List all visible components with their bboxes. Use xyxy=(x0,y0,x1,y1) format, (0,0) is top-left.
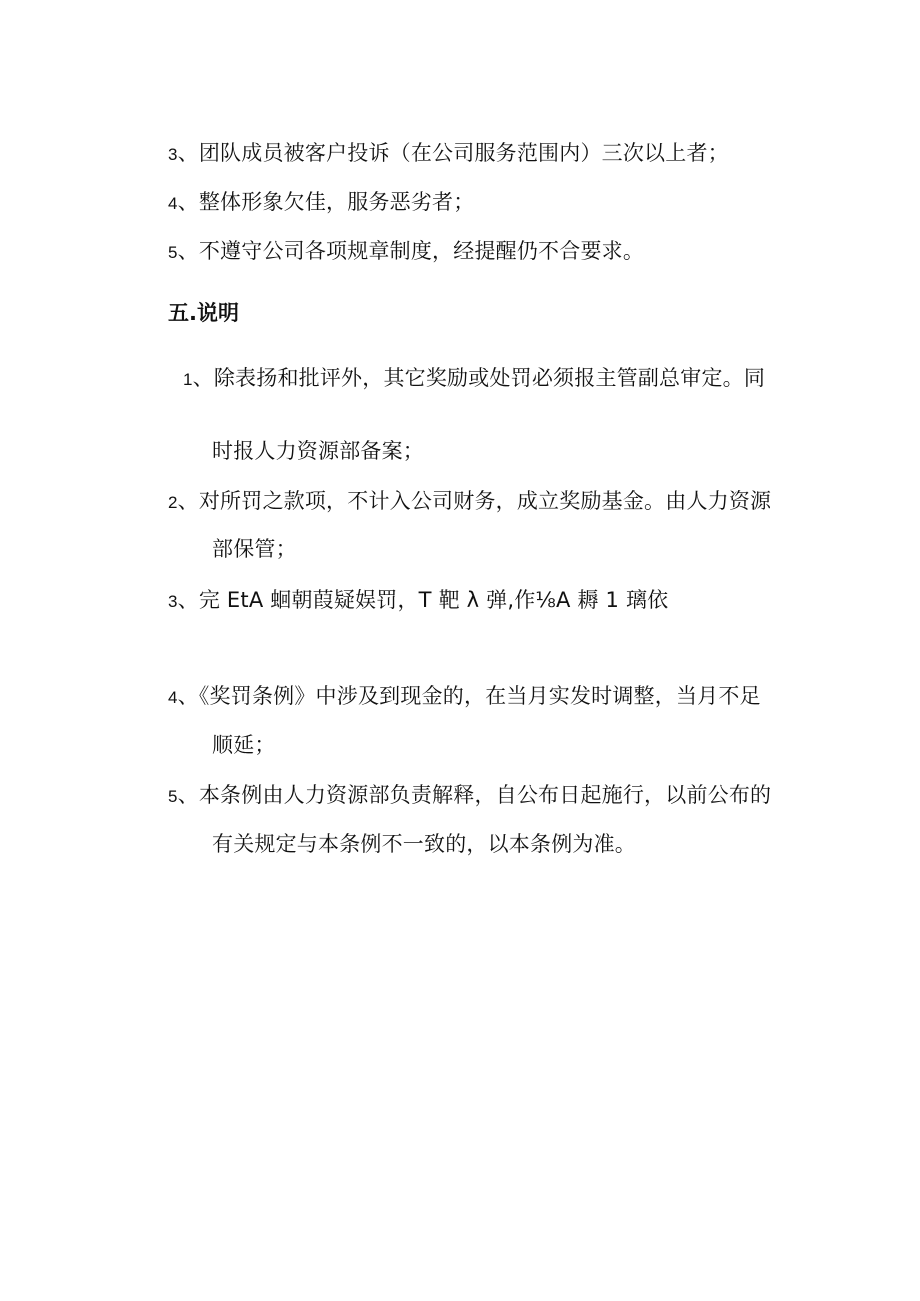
list-item xyxy=(168,681,761,713)
item-text: 《奖罚条例》中涉及到现金的，在当月实发时调整，当月不足 xyxy=(198,684,761,708)
item-separator: 、 xyxy=(177,239,199,263)
list-item-continuation: 时报人力资源部备案； xyxy=(212,439,424,463)
item-separator: 、 xyxy=(177,190,199,214)
list-item xyxy=(168,486,771,518)
item-separator: 、 xyxy=(177,684,199,708)
item-number: 1 xyxy=(183,370,193,389)
item-text: 整体形象欠佳，服务恶劣者； xyxy=(198,190,475,214)
item-number: 3 xyxy=(168,145,178,164)
item-number: 3 xyxy=(168,592,178,611)
item-text: 不遵守公司各项规章制度，经提醒仍不合要求。 xyxy=(198,239,645,263)
item-separator: 、 xyxy=(177,588,199,612)
item-number: 4 xyxy=(168,194,178,213)
item-text: 团队成员被客户投诉（在公司服务范围内）三次以上者； xyxy=(198,141,729,165)
list-item xyxy=(168,138,729,170)
item-number: 5 xyxy=(168,243,178,262)
item-separator: 、 xyxy=(177,141,199,165)
list-item xyxy=(168,187,474,219)
item-separator: 、 xyxy=(177,489,199,513)
item-text: 除表扬和批评外，其它奖励或处罚必须报主管副总审定。同 xyxy=(213,366,766,390)
item-number: 5 xyxy=(168,787,178,806)
list-item-continuation: 部保管； xyxy=(212,537,297,561)
item-text: 本条例由人力资源部负责解释，自公布日起施行，以前公布的 xyxy=(198,783,772,807)
item-text: 对所罚之款项，不计入公司财务，成立奖励基金。由人力资源 xyxy=(198,489,772,513)
item-number: 4 xyxy=(168,688,178,707)
item-separator: 、 xyxy=(192,366,214,390)
item-separator: 、 xyxy=(177,783,199,807)
list-item xyxy=(168,585,668,617)
section-heading: 五.说明 xyxy=(168,301,239,325)
item-number: 2 xyxy=(168,493,178,512)
list-item xyxy=(183,363,765,395)
list-item-continuation: 顺延； xyxy=(212,733,276,757)
list-item-continuation: 有关规定与本条例不一致的，以本条例为准。 xyxy=(212,832,636,856)
list-item xyxy=(168,236,644,268)
item-text: 完 EtA 蛔朝葭疑娱罚，T 靶 λ 弹,作⅛A 耨 1 璃依 xyxy=(198,588,669,612)
list-item xyxy=(168,780,771,812)
